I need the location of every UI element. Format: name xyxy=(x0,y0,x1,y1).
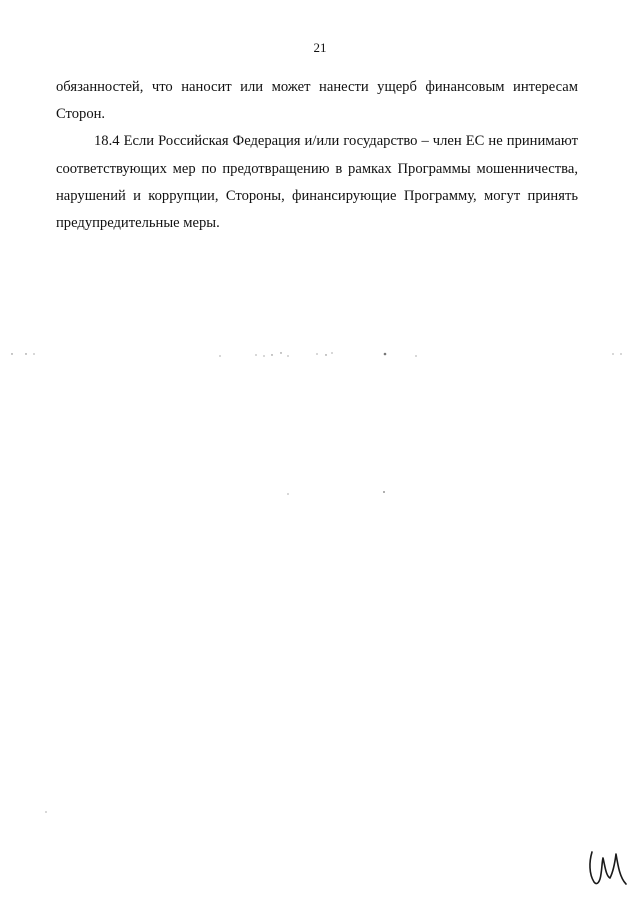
document-body xyxy=(56,74,578,237)
paragraph-continuation: обязанностей, что наносит или может нанести ущерб финансовым интересам Сторон. xyxy=(56,79,578,123)
page-number: 21 xyxy=(313,40,327,55)
paragraph-18-4: 18.4 Если Российская Федерация и/или государство – член ЕС не принимают соответствующих мер по предотвращению в рамках Программы мошенничества, нарушений и коррупции, Стороны, финансирующие Программу, могут принять предупредительные меры. xyxy=(56,133,578,232)
handwritten-signature xyxy=(584,838,630,888)
